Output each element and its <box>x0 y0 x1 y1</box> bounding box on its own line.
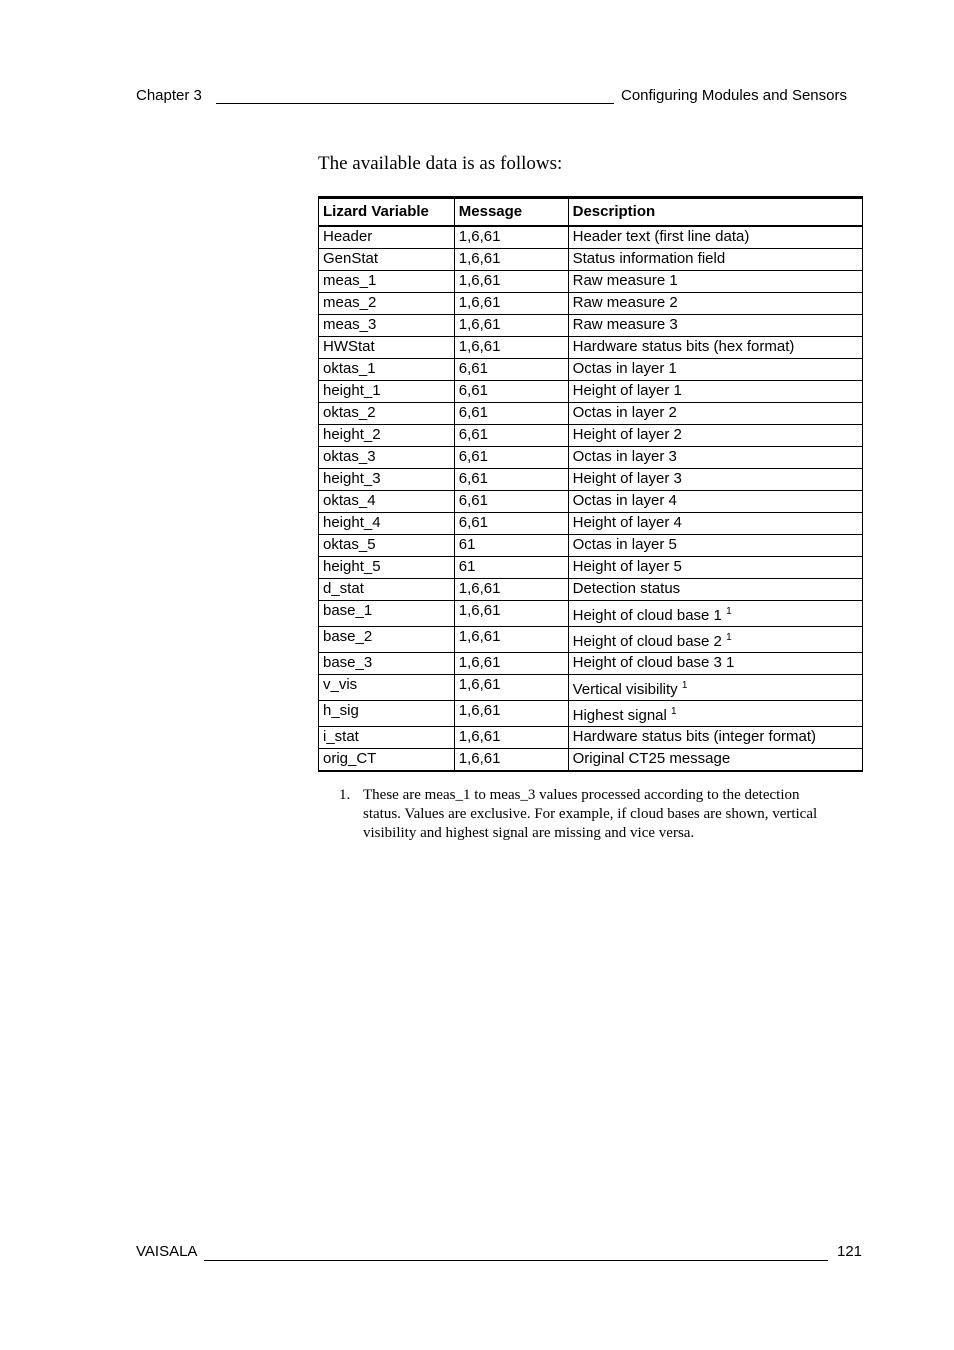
footer-company: VAISALA <box>136 1243 198 1260</box>
cell-variable: d_stat <box>319 579 455 601</box>
footer-rule <box>204 1260 828 1261</box>
table-row <box>319 403 863 425</box>
cell-variable: base_3 <box>319 653 455 675</box>
description-text: Highest signal <box>572 707 667 724</box>
description-text: Hardware status bits (integer format) <box>572 728 817 745</box>
cell-description <box>568 315 862 337</box>
cell-message: 1,6,61 <box>454 226 568 249</box>
column-header: Description <box>568 198 862 227</box>
description-text: Height of layer 4 <box>572 514 682 531</box>
cell-description <box>568 403 862 425</box>
cell-description <box>568 359 862 381</box>
cell-variable: height_5 <box>319 557 455 579</box>
cell-message: 1,6,61 <box>454 601 568 627</box>
table-row <box>319 447 863 469</box>
cell-message: 1,6,61 <box>454 293 568 315</box>
cell-description <box>568 653 862 675</box>
cell-variable: oktas_1 <box>319 359 455 381</box>
cell-description <box>568 381 862 403</box>
description-text: Vertical visibility <box>572 681 678 698</box>
cell-message: 6,61 <box>454 425 568 447</box>
cell-description <box>568 675 862 701</box>
cell-message: 1,6,61 <box>454 271 568 293</box>
table-row <box>319 513 863 535</box>
cell-variable: h_sig <box>319 701 455 727</box>
table-row <box>319 271 863 293</box>
table-row <box>319 627 863 653</box>
cell-description <box>568 469 862 491</box>
cell-description <box>568 337 862 359</box>
description-text: Height of layer 5 <box>572 558 682 575</box>
footnote-number: 1. <box>339 787 351 803</box>
cell-variable: height_3 <box>319 469 455 491</box>
table-row <box>319 653 863 675</box>
cell-variable: meas_2 <box>319 293 455 315</box>
cell-variable: meas_3 <box>319 315 455 337</box>
cell-description <box>568 271 862 293</box>
footnote-text: These are meas_1 to meas_3 values processed according to the detection status. Values are exclusive. For example, if cloud bases are shown, vertical visibility and highest signal are missing and vice versa. <box>363 787 818 841</box>
table-row <box>319 425 863 447</box>
table-row <box>319 601 863 627</box>
page-number: 121 <box>837 1243 863 1260</box>
cell-description <box>568 425 862 447</box>
cell-variable: GenStat <box>319 249 455 271</box>
table-footnote <box>339 786 839 843</box>
cell-variable: height_4 <box>319 513 455 535</box>
description-text: Octas in layer 1 <box>572 360 677 377</box>
table-row <box>319 675 863 701</box>
cell-description <box>568 513 862 535</box>
table-row <box>319 579 863 601</box>
table-row <box>319 381 863 403</box>
cell-message: 1,6,61 <box>454 627 568 653</box>
description-text: Octas in layer 5 <box>572 536 677 553</box>
cell-message: 6,61 <box>454 469 568 491</box>
cell-variable: HWStat <box>319 337 455 359</box>
cell-variable: meas_1 <box>319 271 455 293</box>
cell-variable: v_vis <box>319 675 455 701</box>
cell-description <box>568 557 862 579</box>
cell-variable: base_2 <box>319 627 455 653</box>
description-text: Raw measure 3 <box>572 316 678 333</box>
cell-description <box>568 249 862 271</box>
table-row <box>319 315 863 337</box>
cell-variable: oktas_2 <box>319 403 455 425</box>
cell-message: 1,6,61 <box>454 727 568 749</box>
table-row <box>319 557 863 579</box>
description-text: Octas in layer 2 <box>572 404 677 421</box>
table-row <box>319 249 863 271</box>
cell-message: 6,61 <box>454 359 568 381</box>
footnote-marker: 1 <box>726 632 732 643</box>
table-body <box>319 226 863 771</box>
description-text: Status information field <box>572 250 726 267</box>
cell-variable: height_2 <box>319 425 455 447</box>
cell-description <box>568 727 862 749</box>
description-text: Height of layer 1 <box>572 382 682 399</box>
cell-message: 61 <box>454 535 568 557</box>
description-text: Height of layer 2 <box>572 426 682 443</box>
cell-variable: oktas_4 <box>319 491 455 513</box>
table-row <box>319 359 863 381</box>
cell-variable: oktas_3 <box>319 447 455 469</box>
table-row <box>319 491 863 513</box>
cell-message: 1,6,61 <box>454 249 568 271</box>
description-text: Hardware status bits (hex format) <box>572 338 795 355</box>
cell-message: 1,6,61 <box>454 675 568 701</box>
header-chapter: Chapter 3 <box>136 87 202 104</box>
table-row <box>319 226 863 249</box>
cell-description <box>568 749 862 772</box>
cell-variable: Header <box>319 226 455 249</box>
description-text: Height of cloud base 1 <box>572 607 722 624</box>
cell-message: 1,6,61 <box>454 579 568 601</box>
table-header-row <box>319 198 863 227</box>
cell-description <box>568 226 862 249</box>
table-row <box>319 749 863 772</box>
cell-message: 6,61 <box>454 403 568 425</box>
cell-message: 1,6,61 <box>454 337 568 359</box>
cell-message: 1,6,61 <box>454 701 568 727</box>
description-text: Octas in layer 4 <box>572 492 677 509</box>
table-row <box>319 535 863 557</box>
description-text: Height of cloud base 3 1 <box>572 654 735 671</box>
cell-message: 1,6,61 <box>454 749 568 772</box>
cell-variable: i_stat <box>319 727 455 749</box>
description-text: Octas in layer 3 <box>572 448 677 465</box>
cell-message: 61 <box>454 557 568 579</box>
description-text: Raw measure 1 <box>572 272 678 289</box>
cell-description <box>568 627 862 653</box>
cell-message: 1,6,61 <box>454 315 568 337</box>
intro-text: The available data is as follows: <box>318 153 563 174</box>
cell-description <box>568 447 862 469</box>
cell-variable: height_1 <box>319 381 455 403</box>
cell-variable: base_1 <box>319 601 455 627</box>
cell-description <box>568 293 862 315</box>
table-row <box>319 469 863 491</box>
table-row <box>319 337 863 359</box>
cell-variable: oktas_5 <box>319 535 455 557</box>
description-text: Height of cloud base 2 <box>572 633 722 650</box>
cell-message: 6,61 <box>454 513 568 535</box>
description-text: Detection status <box>572 580 681 597</box>
footnote-marker: 1 <box>671 706 677 717</box>
footnote-marker: 1 <box>726 606 732 617</box>
cell-description <box>568 535 862 557</box>
cell-description <box>568 491 862 513</box>
header-rule <box>216 103 614 104</box>
table-row <box>319 727 863 749</box>
cell-message: 6,61 <box>454 381 568 403</box>
footnote-marker: 1 <box>681 680 688 691</box>
column-header: Message <box>454 198 568 227</box>
cell-message: 6,61 <box>454 491 568 513</box>
description-text: Original CT25 message <box>572 750 731 767</box>
description-text: Raw measure 2 <box>572 294 678 311</box>
cell-description <box>568 601 862 627</box>
cell-message: 1,6,61 <box>454 653 568 675</box>
column-header: Lizard Variable <box>319 198 455 227</box>
cell-description <box>568 579 862 601</box>
cell-message: 6,61 <box>454 447 568 469</box>
description-text: Header text (first line data) <box>572 228 750 245</box>
table-row <box>319 701 863 727</box>
lizard-variable-table <box>318 196 863 772</box>
description-text: Height of layer 3 <box>572 470 682 487</box>
header-section: Configuring Modules and Sensors <box>621 87 847 104</box>
cell-variable: orig_CT <box>319 749 455 772</box>
table-row <box>319 293 863 315</box>
cell-description <box>568 701 862 727</box>
